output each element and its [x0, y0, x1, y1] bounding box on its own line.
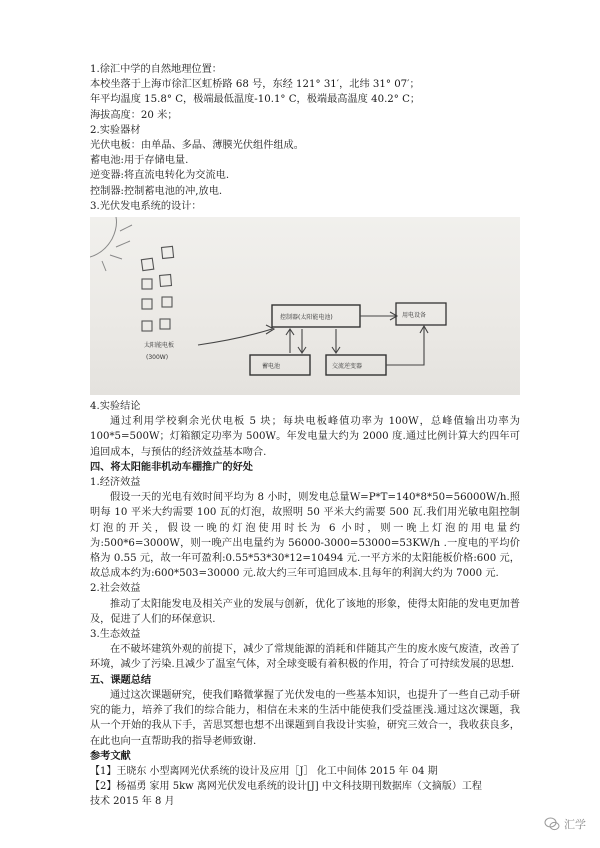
reference-item: 【2】杨福勇 家用 5kw 离网光伏发电系统的设计[J] 中文科技期刊数据库（文摘版）工程	[90, 780, 482, 792]
sec1-line: 年平均温度 15.8° C，极端最低温度-10.1° C，极端最高温度 40.2° C；	[90, 94, 421, 106]
sec2-line: 光伏电板：由单晶、多晶、薄膜光伏组件组成。	[90, 140, 304, 152]
battery-label: 蓄电池	[262, 363, 281, 371]
sec2-line: 蓄电池:用于存储电量.	[90, 155, 189, 167]
system-sketch	[90, 217, 520, 395]
sec4-paragraph: 通过利用学校剩余光伏电板 5 块；每块电板峰值功率为 100W，总峰值输出功率为 100*5=500W；灯箱额定功率为 500W。年发电量大约为 2000 度.通过比例计算大约四年可追回成本，与预估的经济效益基本吻合.	[90, 416, 520, 458]
reference-item: 【1】王晓东 小型离网光伏系统的设计及应用［J］ 化工中间体 2015 年 04 期	[90, 765, 438, 777]
system-sketch-photo	[90, 217, 520, 395]
panel-power-label: (300W)	[146, 354, 169, 362]
load-label: 用电设备	[402, 312, 427, 320]
sec1-line: 本校坐落于上海市徐汇区虹桥路 68 号，东经 121° 31′，北纬 31° 07′；	[90, 79, 420, 91]
part-four-heading: 四、将太阳能非机动车棚推广的好处	[90, 460, 253, 473]
economic-title: 1.经济效益	[90, 477, 141, 489]
reference-item: 技术 2015 年 8 月	[90, 795, 175, 807]
references-heading: 参考文献	[90, 749, 131, 762]
arrow-icon	[360, 312, 397, 320]
sec3-title: 3.光伏发电系统的设计：	[90, 200, 202, 212]
summary-paragraph: 通过这次课题研究，使我们略微掌握了光伏发电的一些基本知识，也提升了一些自己动手研究的能力，培养了我们的综合能力，相信在未来的生活中能使我们受益匪浅.通过这次课题，我从一个开始的我从下手，苦思冥想也想不出课题到自我设计实验，研究三效合一，我收获良多，在此也向一直帮助我的指导老师致谢.	[90, 689, 520, 747]
watermark-text: 汇学	[564, 818, 586, 831]
arrow-icon	[386, 326, 428, 365]
sun-icon	[90, 217, 132, 271]
sec4-title: 4.实验结论	[90, 401, 141, 413]
controller-label: 控制器(太阳能电池)	[280, 314, 333, 322]
inverter-label: 交流逆变器	[332, 363, 363, 371]
panel-label: 太阳能电板	[144, 342, 175, 350]
social-title: 2.社会效益	[90, 583, 141, 595]
sec2-line: 控制器:控制蓄电池的冲,放电.	[90, 185, 223, 197]
sec2-title: 2.实验器材	[90, 124, 141, 136]
arrow-icon	[198, 325, 274, 345]
document-page	[90, 62, 520, 809]
ecological-paragraph: 在不破坏建筑外观的前提下，减少了常规能源的消耗和伴随其产生的废水废气废渣，改善了环境，减少了污染.且减少了温室气体，对全球变暖有着积极的作用，符合了可持续发展的思想.	[90, 644, 520, 671]
ecological-title: 3.生态效益	[90, 629, 141, 641]
sec1-line: 海拔高度：20 米；	[90, 109, 178, 121]
economic-paragraph: 假设一天的光电有效时间平均为 8 小时，则发电总量W=P*T=140*8*50=56000W/h.照明每 10 平米大约需要 100 瓦的灯泡，故照明 50 平米大约需要 500 瓦.我们用光敏电阻控制灯泡的开关，假设一晚的灯泡使用时长为 6 小时，则一晚上灯泡的用电量约为:500*6=3000W，则一晚产出电量约为 56000-3000=53000=53KW/h .一度电的平均价格为 0.55 元，故一年可盈利:0.55*53*30*12=10494 元.一平方米的太阳能板价格:600 元，故总成本约为:600*503=30000 元.故大约三年可追回成本.且每年的利润大约为 7000 元.	[90, 492, 520, 580]
sec1-title: 1.徐汇中学的自然地理位置：	[90, 64, 222, 75]
wechat-watermark	[544, 816, 586, 832]
wechat-icon	[544, 816, 560, 832]
arrow-icon	[286, 329, 340, 353]
solar-panel-icon	[141, 246, 173, 331]
part-five-heading: 五、课题总结	[90, 673, 152, 686]
social-paragraph: 推动了太阳能发电及相关产业的发展与创新，优化了该地的形象，使得太阳能的发电更加普及，促进了人们的环保意识.	[90, 598, 520, 625]
sec2-line: 逆变器:将直流电转化为交流电.	[90, 170, 230, 182]
